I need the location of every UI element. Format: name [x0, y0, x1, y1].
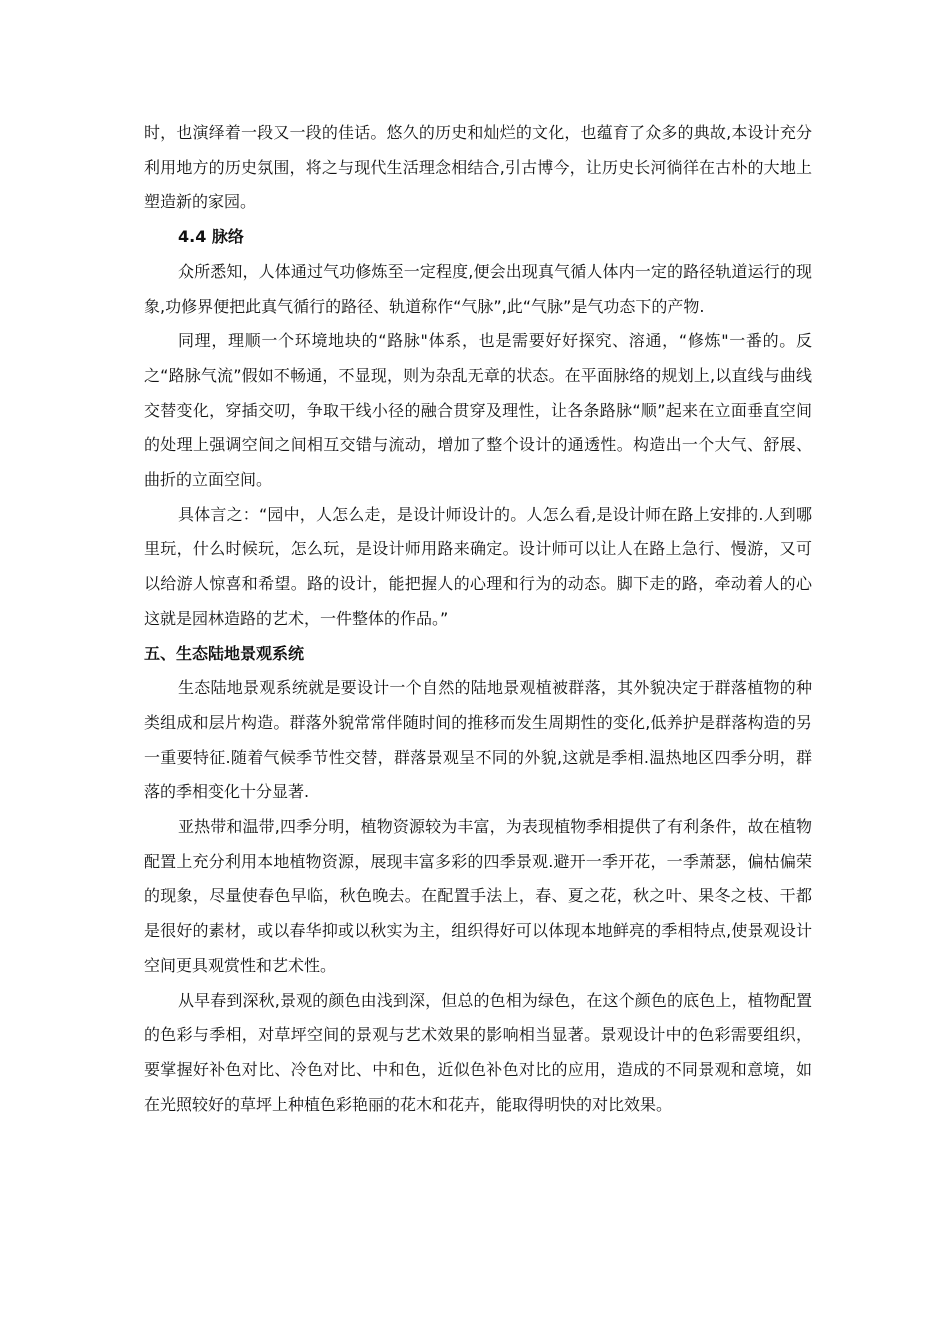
paragraph-lumai: 同理，理顺一个环境地块的“路脉"体系，也是需要好好探究、溶通，“修炼"一番的。反之“路脉气流”假如不畅通，不显现，则为杂乱无章的状态。在平面脉络的规划上,以直线与曲线交替变化，穿插交叨，争取干线小径的融合贯穿及理性，让各条路脉“顺”起来在立面垂直空间的处理上强调空间之间相互交错与流动，增加了整个设计的通透性。构造出一个大气、舒展、曲折的立面空间。	[144, 331, 812, 490]
section-heading-5: 五、生态陆地景观系统	[144, 643, 305, 663]
paragraph-quote: 具体言之：“园中，人怎么走，是设计师设计的。人怎么看,是设计师在路上安排的.人到哪里玩，什么时候玩，怎么玩，是设计师用路来确定。设计师可以让人在路上急行、慢游，又可以给游人惊喜和希望。路的设计，能把握人的心理和行为的动态。脚下走的路，牵动着人的心这就是园林造路的艺术，一件整体的作品。”	[144, 504, 812, 628]
paragraph-seasons: 亚热带和温带,四季分明，植物资源较为丰富，为表现植物季相提供了有利条件，故在植物配置上充分利用本地植物资源，展现丰富多彩的四季景观.避开一季开花，一季萧瑟，偏枯偏荣的现象，尽量使春色早临，秋色晚去。在配置手法上，春、夏之花，秋之叶、果冬之枝、干都是很好的素材，或以春华抑或以秋实为主，组织得好可以体现本地鲜亮的季相特点,使景观设计空间更具观赏性和艺术性。	[144, 817, 812, 975]
paragraph-colors: 从早春到深秋,景观的颜色由浅到深，但总的色相为绿色，在这个颜色的底色上，植物配置的色彩与季相，对草坪空间的景观与艺术效果的影响相当显著。景观设计中的色彩需要组织，要掌握好补色对比、冷色对比、中和色，近似色补色对比的应用，造成的不同景观和意境，如在光照较好的草坪上种植色彩艳丽的花木和花卉，能取得明快的对比效果。	[144, 990, 812, 1114]
section-heading-4-4: 4.4 脉络	[178, 227, 244, 247]
paragraph-qimai: 众所悉知，人体通过气功修炼至一定程度,便会出现真气循人体内一定的路径轨道运行的现象,功修界便把此真气循行的路径、轨道称作“气脉”,此“气脉”是气功态下的产物.	[144, 261, 812, 316]
document-page	[144, 116, 812, 1122]
paragraph-continuation: 时，也演绎着一段又一段的佳话。悠久的历史和灿烂的文化，也蕴育了众多的典故,本设计充分利用地方的历史氛围，将之与现代生活理念相结合,引古博今，让历史长河徜徉在古朴的大地上塑造新的家园。	[144, 123, 812, 212]
paragraph-ecology: 生态陆地景观系统就是要设计一个自然的陆地景观植被群落，其外貌决定于群落植物的种类组成和层片构造。群落外貌常常伴随时间的推移而发生周期性的变化,低养护是群落构造的另一重要特征.随着气候季节性交替，群落景观呈不同的外貌,这就是季相.温热地区四季分明，群落的季相变化十分显著.	[144, 678, 812, 802]
